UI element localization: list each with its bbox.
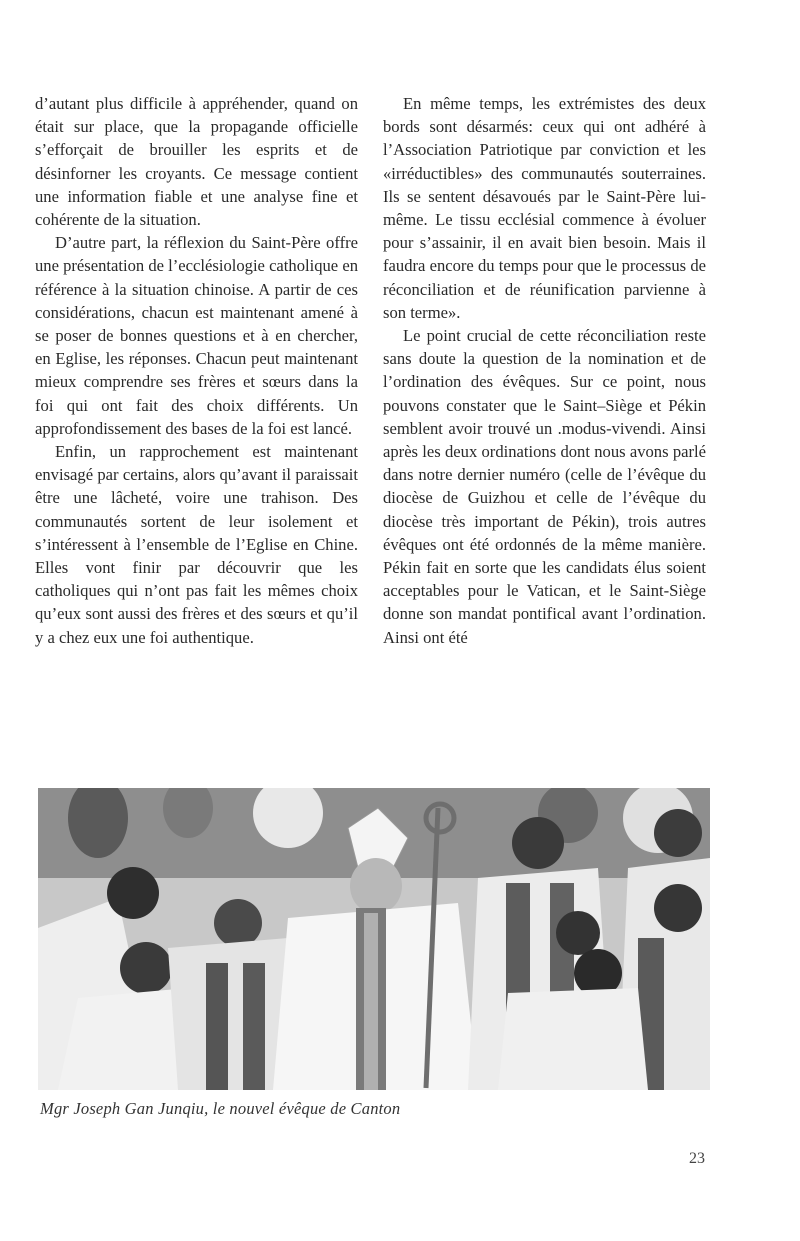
left-text-column xyxy=(35,92,358,649)
photo-caption: Mgr Joseph Gan Junqiu, le nouvel évêque de Canton xyxy=(40,1099,401,1118)
paragraph: Enfin, un rapprochement est maintenant envisagé par certains, alors qu’avant il paraissait être une lâcheté, voire une trahison. Des communautés sortent de leur isolement et s’intéressent à l’ensemble de l’Eglise en Chine. Elles vont finir par découvrir que les catholiques qui n’ont pas fait les mêmes choix qu’eux sont aussi des frères et des sœurs et qu’il y a chez eux une foi authentique. xyxy=(35,442,358,647)
page-number: 23 xyxy=(689,1150,705,1167)
paragraph: d’autant plus difficile à appréhender, quand on était sur place, que la propagande officielle s’efforçait de brouiller les esprits et de désinforner les croyants. Ce message contient une information fiable et une analyse fine et cohérente de la situation. xyxy=(35,94,358,230)
photo-illustration xyxy=(38,788,710,1090)
paragraph: Le point crucial de cette réconciliation reste sans doute la question de la nomination et de l’ordination des évêques. Sur ce point, nous pouvons constater que le Saint–Siège et Pékin semblent avoir trouvé un .modus-vivendi. Ainsi après les deux ordinations dont nous avons parlé dans notre dernier numéro (celle de l’évêque du diocèse de Guizhou et celle de l’évêque du diocèse très important de Pékin), trois autres évêques ont été ordonnés de la même manière. Pékin fait en sorte que les candidats élus soient acceptables pour le Vatican, et le Saint-Siège donne son mandat pontifical avant l’ordination. Ainsi ont été xyxy=(383,326,706,647)
ordination-photo xyxy=(38,788,710,1090)
right-text-column xyxy=(383,92,706,649)
paragraph: En même temps, les extrémistes des deux bords sont désarmés: ceux qui ont adhéré à l’Association Patriotique par conviction et les «irréductibles» des communautés souterraines. Ils se sentent désavoués par le Saint-Père lui-même. Le tissu ecclésial commence à évoluer pour s’assainir, il en avait bien besoin. Mais il faudra encore du temps pour que le processus de réconciliation et de réunification parvienne à son terme». xyxy=(383,94,706,322)
paragraph: D’autre part, la réflexion du Saint-Père offre une présentation de l’ecclésiologie catholique en référence à la situation chinoise. A partir de ces considérations, chacun est maintenant amené à se poser de bonnes questions et à en chercher, en Eglise, les réponses. Chacun peut maintenant mieux comprendre ses frères et sœurs dans la foi qui ont fait des choix différents. Un approfondissement des bases de la foi est lancé. xyxy=(35,233,358,438)
